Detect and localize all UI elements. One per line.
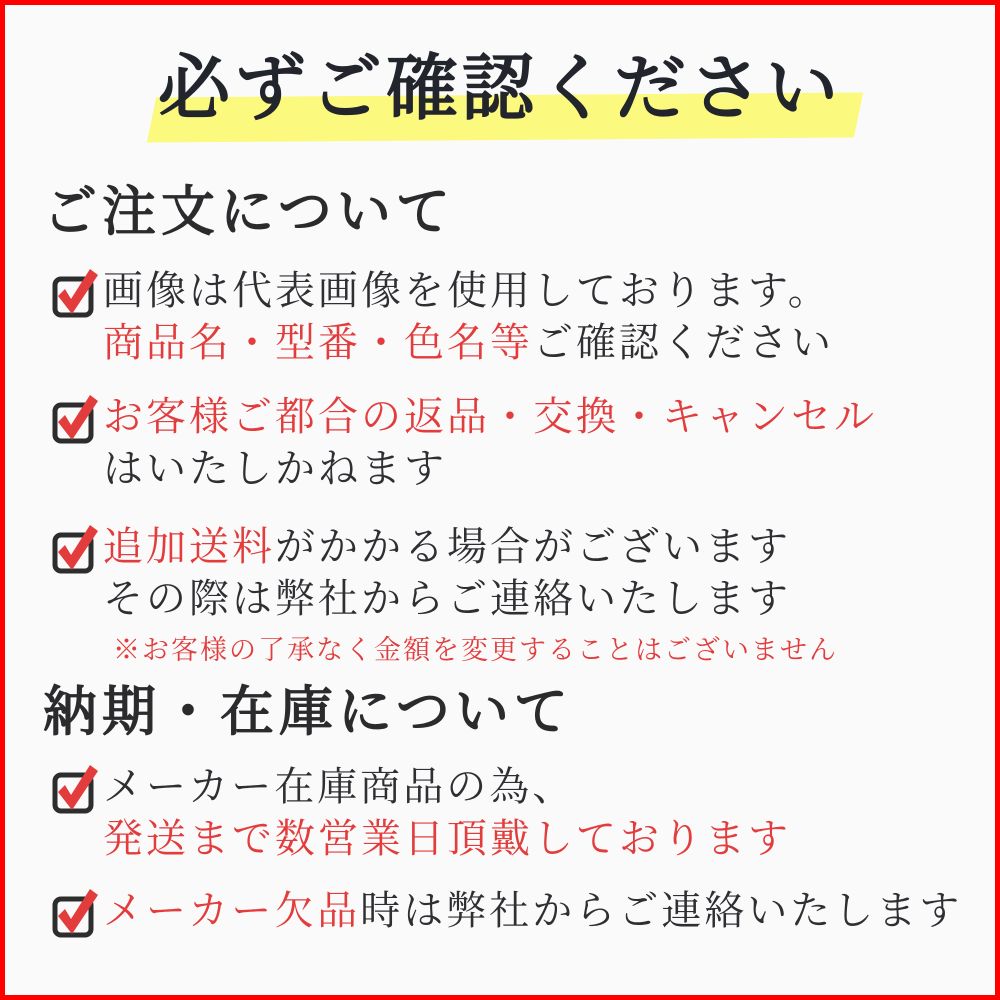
- item-line: [103, 761, 791, 813]
- item-text: [103, 761, 791, 865]
- checked-checkbox-icon: [51, 886, 99, 938]
- page-title: 必ずご確認ください: [157, 49, 842, 129]
- item-note: ※お客様の了承なく金額を変更することはございません: [113, 635, 838, 665]
- item-line: [103, 521, 838, 573]
- item-line: [103, 391, 877, 443]
- section-heading-order: ご注文について: [43, 182, 455, 242]
- checked-checkbox-icon: [51, 392, 99, 444]
- item-line: [103, 443, 877, 495]
- item-text: [103, 885, 962, 937]
- text-segment-red: 追加送料: [103, 524, 275, 569]
- item-line: [103, 573, 838, 625]
- page-header: [5, 33, 995, 145]
- list-item-maker-shortage: [51, 885, 962, 938]
- item-text: [103, 391, 877, 495]
- text-segment-red: メーカー欠品: [103, 888, 361, 933]
- checked-checkbox-icon: [51, 762, 99, 814]
- text-segment: ご確認ください: [533, 320, 834, 365]
- item-text: [103, 265, 834, 369]
- text-segment: メーカー在庫商品の為、: [103, 764, 576, 809]
- text-segment: 画像は代表画像を使用しております。: [103, 268, 831, 313]
- section-heading-stock: 納期・在庫について: [43, 682, 573, 742]
- text-segment: がかかる場合がございます: [275, 524, 791, 569]
- item-line: [103, 813, 791, 865]
- text-segment-red: お客様ご都合の返品・交換・キャンセル: [103, 394, 877, 439]
- list-item-representative-image: [51, 265, 834, 369]
- item-line: [103, 317, 834, 369]
- item-text: [103, 521, 838, 667]
- list-item-maker-stock: [51, 761, 791, 865]
- text-segment: その際は弊社からご連絡いたします: [103, 576, 791, 621]
- text-segment: はいたしかねます: [103, 446, 447, 491]
- text-segment: 時は弊社からご連絡いたします: [360, 888, 963, 933]
- item-line: [103, 885, 962, 937]
- checked-checkbox-icon: [51, 522, 99, 574]
- list-item-extra-shipping: [51, 521, 838, 667]
- text-segment-red: 商品名・型番・色名等: [103, 320, 533, 365]
- list-item-returns: [51, 391, 877, 495]
- item-line: [103, 265, 834, 317]
- checked-checkbox-icon: [51, 266, 99, 318]
- text-segment-red: 発送まで数営業日頂戴しております: [103, 816, 791, 861]
